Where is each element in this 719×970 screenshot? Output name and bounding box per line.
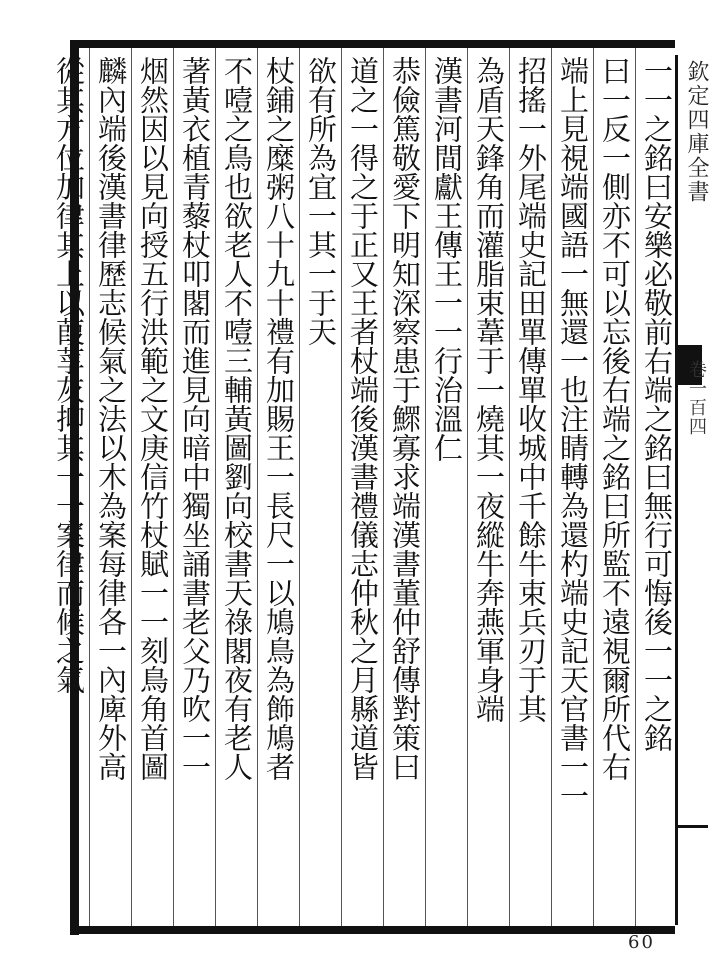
text-column: 著黃衣植青藜杖叩閣而進見向暗中獨坐誦書老父乃吹一一: [178, 56, 212, 781]
text-column: 杖鋪之糜粥八十九十禮有加賜王一長尺一以鳩鳥為飾鳩者: [262, 56, 296, 781]
frame-top-border: [72, 40, 675, 48]
frame-bottom-border: [70, 926, 675, 934]
text-column: 麟內端後漢書律歷志候氣之法以木為案每律各一內庳外高: [94, 56, 128, 781]
text-column: 道之一得之于正又王者杖端後漢書禮儀志仲秋之月縣道皆: [346, 56, 380, 781]
text-column: 曰一反一側亦不可以忘後右端之銘曰所監不遠視爾所代右: [598, 56, 632, 781]
text-column: 恭儉篤敬愛下明知深察患于鰥寡求端漢書董仲舒傳對策曰: [388, 56, 422, 781]
text-column: 烟然因以見向授五行洪範之文庚信竹杖賦一一刻鳥角首圖: [136, 56, 170, 781]
text-column: 不噎之鳥也欲老人不噎三輔黃圖劉向校書天祿閣夜有老人: [220, 56, 254, 781]
fold-title: 欽定四庫全書: [684, 60, 709, 204]
text-column: 漢書河間獻王傳王一一行治溫仁: [430, 56, 464, 462]
text-column: 一一之銘曰安樂必敬前右端之銘曰無行可悔後一一之銘: [640, 56, 674, 752]
fold-tick: [678, 825, 708, 828]
text-column: 招搖一外尾端史記田單傳單收城中千餘牛束兵刃于其: [514, 56, 548, 723]
text-column: 端上見視端國語一無還一也注睛轉為還杓端史記天官書一一: [556, 56, 590, 810]
text-column: 為盾天鋒角而灌脂束葦于一燒其一夜縱牛奔燕軍身端: [472, 56, 506, 723]
text-column: 欲有所為宜一其一于天: [304, 56, 338, 346]
fold-volume: 卷一百四: [686, 360, 707, 436]
page-number: 60: [628, 932, 655, 953]
text-column: 從其方位加律其上以葭莩灰抑其一一案律而候之氣: [52, 56, 86, 694]
